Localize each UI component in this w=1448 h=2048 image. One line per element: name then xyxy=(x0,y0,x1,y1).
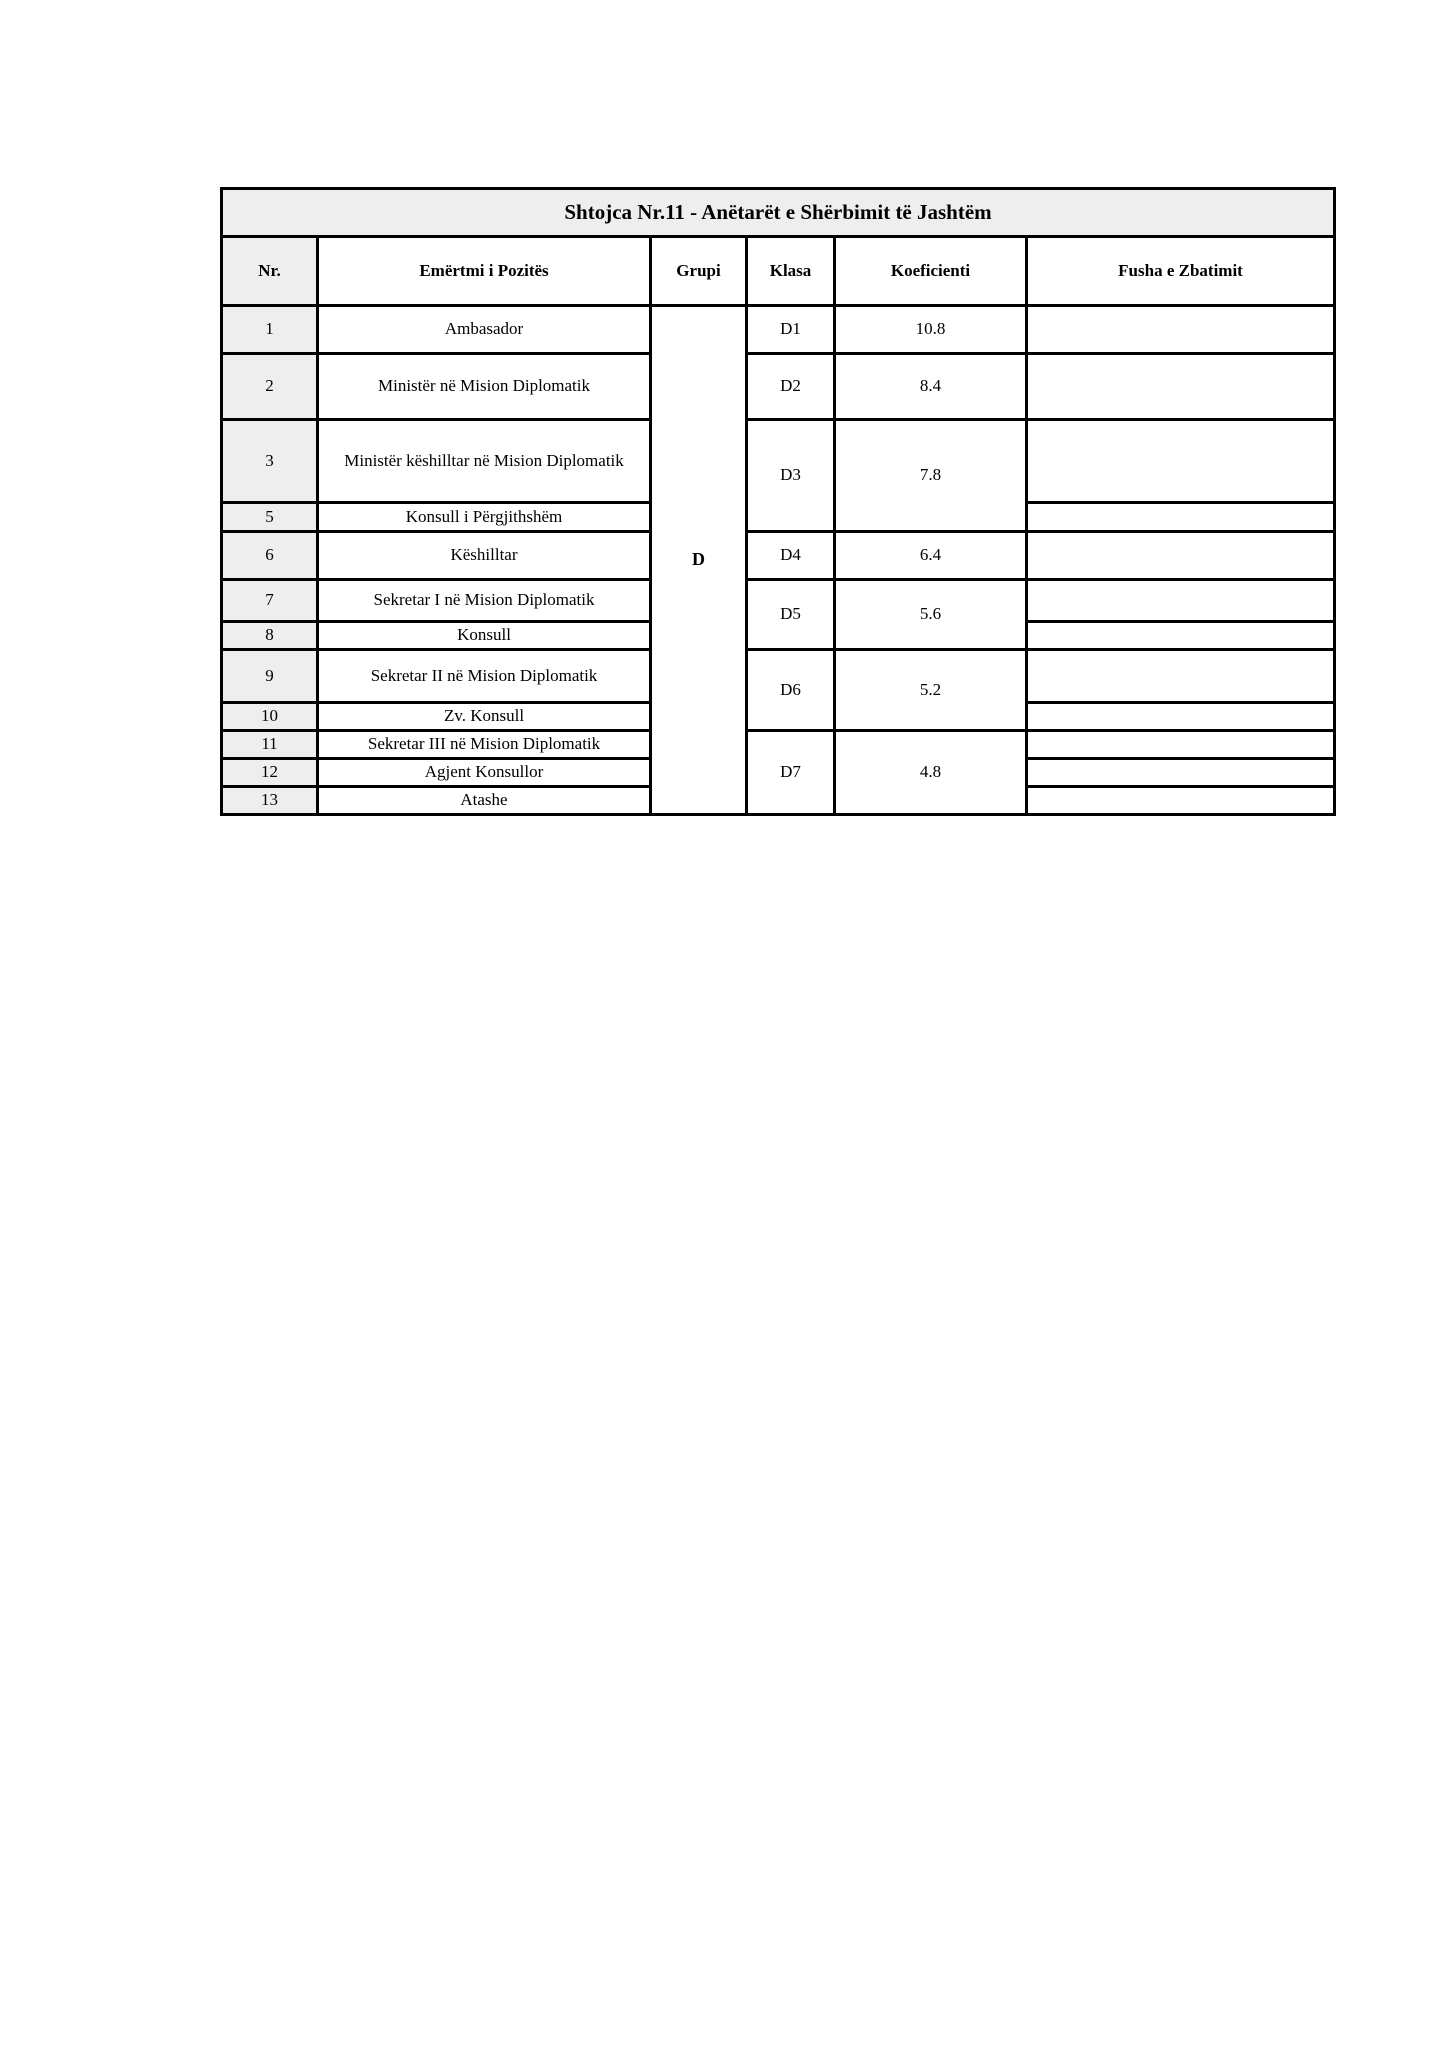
scope-cell xyxy=(1027,532,1335,580)
row-position: Sekretar II në Mision Diplomatik xyxy=(318,650,651,703)
table-row xyxy=(222,731,1335,759)
row-position: Konsull xyxy=(318,622,651,650)
row-nr: 6 xyxy=(222,532,318,580)
row-position: Agjent Konsullor xyxy=(318,759,651,787)
row-nr: 2 xyxy=(222,354,318,420)
row-position: Sekretar III në Mision Diplomatik xyxy=(318,731,651,759)
scope-cell xyxy=(1027,731,1335,759)
row-position: Ministër në Mision Diplomatik xyxy=(318,354,651,420)
header-class: Klasa xyxy=(747,237,835,306)
header-position: Emërtmi i Pozitës xyxy=(318,237,651,306)
scope-cell xyxy=(1027,306,1335,354)
row-position: Ministër këshilltar në Mision Diplomatik xyxy=(318,420,651,503)
header-group: Grupi xyxy=(651,237,747,306)
class-cell: D2 xyxy=(747,354,835,420)
table-title: Shtojca Nr.11 - Anëtarët e Shërbimit të Jashtëm xyxy=(222,189,1335,237)
row-nr: 12 xyxy=(222,759,318,787)
scope-cell xyxy=(1027,703,1335,731)
row-nr: 10 xyxy=(222,703,318,731)
annex-table xyxy=(220,187,1336,816)
row-nr: 9 xyxy=(222,650,318,703)
row-nr: 11 xyxy=(222,731,318,759)
table-row xyxy=(222,306,1335,354)
table-row xyxy=(222,580,1335,622)
row-nr: 5 xyxy=(222,503,318,532)
coefficient-cell: 5.2 xyxy=(835,650,1027,731)
table-row xyxy=(222,532,1335,580)
coefficient-cell: 5.6 xyxy=(835,580,1027,650)
header-coefficient: Koeficienti xyxy=(835,237,1027,306)
table-row xyxy=(222,650,1335,703)
row-nr: 8 xyxy=(222,622,318,650)
scope-cell xyxy=(1027,580,1335,622)
row-position: Zv. Konsull xyxy=(318,703,651,731)
row-position: Ambasador xyxy=(318,306,651,354)
scope-cell xyxy=(1027,759,1335,787)
group-cell: D xyxy=(651,306,747,815)
class-cell: D6 xyxy=(747,650,835,731)
class-cell: D4 xyxy=(747,532,835,580)
scope-cell xyxy=(1027,420,1335,503)
row-position: Konsull i Përgjithshëm xyxy=(318,503,651,532)
scope-cell xyxy=(1027,650,1335,703)
row-position: Atashe xyxy=(318,787,651,815)
coefficient-cell: 6.4 xyxy=(835,532,1027,580)
scope-cell xyxy=(1027,622,1335,650)
coefficient-cell: 7.8 xyxy=(835,420,1027,532)
coefficient-cell: 4.8 xyxy=(835,731,1027,815)
row-position: Sekretar I në Mision Diplomatik xyxy=(318,580,651,622)
row-nr: 13 xyxy=(222,787,318,815)
coefficient-cell: 10.8 xyxy=(835,306,1027,354)
row-position: Këshilltar xyxy=(318,532,651,580)
class-cell: D1 xyxy=(747,306,835,354)
class-cell: D7 xyxy=(747,731,835,815)
row-nr: 1 xyxy=(222,306,318,354)
table-row xyxy=(222,420,1335,503)
header-scope: Fusha e Zbatimit xyxy=(1027,237,1335,306)
coefficient-cell: 8.4 xyxy=(835,354,1027,420)
header-nr: Nr. xyxy=(222,237,318,306)
row-nr: 3 xyxy=(222,420,318,503)
scope-cell xyxy=(1027,503,1335,532)
row-nr: 7 xyxy=(222,580,318,622)
table-row xyxy=(222,354,1335,420)
class-cell: D5 xyxy=(747,580,835,650)
scope-cell xyxy=(1027,787,1335,815)
class-cell: D3 xyxy=(747,420,835,532)
header-row xyxy=(222,237,1335,306)
scope-cell xyxy=(1027,354,1335,420)
